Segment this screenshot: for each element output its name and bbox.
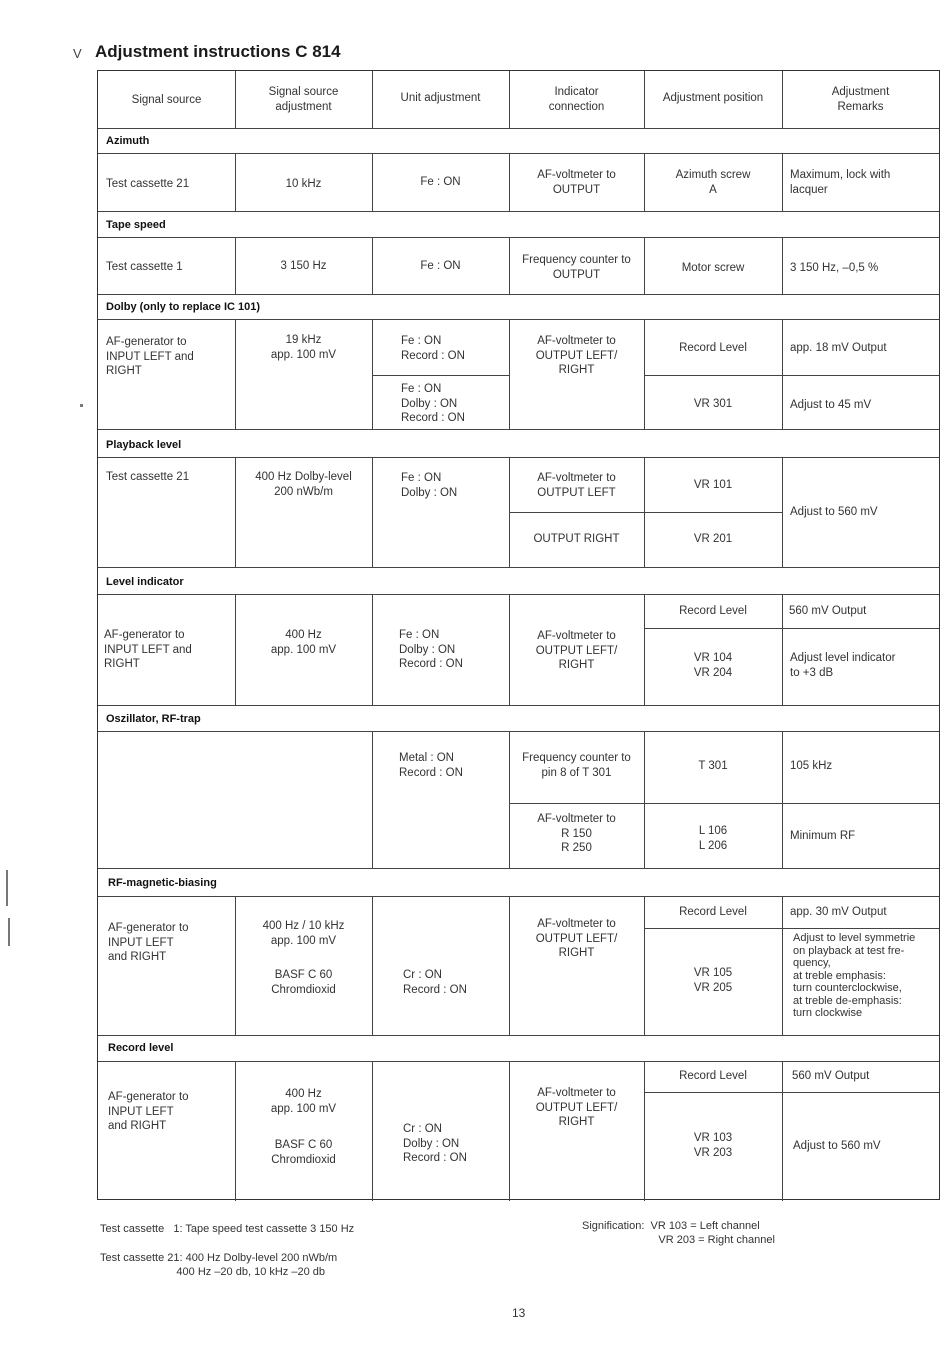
azimuth-unit-adjustment: Fe : ON [420, 176, 461, 188]
record-level-source-adjustment-1: 400 Hz app. 100 mV [270, 1088, 337, 1115]
section-oscillator: Oszillator, RF-trap [106, 713, 201, 725]
rf-biasing-position-2: VR 105 VR 205 [693, 967, 733, 994]
playback-source: Test cassette 21 [106, 471, 190, 483]
level-indicator-unit-adjustment: Fe : ON Dolby : ON Record : ON [399, 629, 463, 670]
azimuth-indicator: AF-voltmeter to OUTPUT [537, 169, 616, 196]
oscillator-position-1: T 301 [698, 760, 728, 772]
level-indicator-position-1: Record Level [679, 605, 747, 617]
azimuth-source: Test cassette 21 [106, 178, 190, 190]
section-marker: V [73, 46, 82, 61]
record-level-indicator: AF-voltmeter to OUTPUT LEFT/ RIGHT [535, 1087, 618, 1128]
section-level-indicator: Level indicator [106, 576, 184, 588]
header-adjustment-remarks: Adjustment Remarks [831, 86, 890, 113]
level-indicator-position-2: VR 104 VR 204 [693, 652, 733, 679]
oscillator-indicator-1: Frequency counter to pin 8 of T 301 [522, 752, 631, 779]
oscillator-remarks-2: Minimum RF [790, 830, 856, 842]
oscillator-indicator-2: AF-voltmeter to R 150 R 250 [537, 813, 616, 854]
azimuth-position: Azimuth screw A [675, 169, 751, 196]
playback-position-1: VR 101 [693, 479, 733, 491]
section-tape-speed: Tape speed [106, 219, 166, 231]
page-title: Adjustment instructions C 814 [95, 42, 341, 61]
dolby-unit-adjustment-1: Fe : ON Record : ON [401, 335, 465, 362]
level-indicator-indicator: AF-voltmeter to OUTPUT LEFT/ RIGHT [535, 630, 618, 671]
tape-speed-source-adjustment: 3 150 Hz [280, 260, 327, 272]
rf-biasing-source: AF-generator to INPUT LEFT and RIGHT [108, 922, 189, 963]
rf-biasing-source-adjustment-1: 400 Hz / 10 kHz app. 100 mV [262, 920, 345, 947]
rf-biasing-remarks-2: Adjust to level symmetrie on playback at test fre- quency, at treble emphasis: turn counterclockwise, at treble de-emphasis: turn clockwise [793, 932, 916, 1019]
dolby-indicator: AF-voltmeter to OUTPUT LEFT/ RIGHT [535, 335, 618, 376]
header-adjustment-position: Adjustment position [662, 92, 764, 104]
playback-source-adjustment: 400 Hz Dolby-level 200 nWb/m [255, 471, 352, 498]
level-indicator-remarks-2: Adjust level indicator to +3 dB [790, 652, 896, 679]
margin-artifact [6, 870, 8, 906]
section-azimuth: Azimuth [106, 135, 150, 147]
record-level-source: AF-generator to INPUT LEFT and RIGHT [108, 1091, 189, 1132]
adjustment-table [97, 70, 940, 1200]
dolby-source: AF-generator to INPUT LEFT and RIGHT [106, 336, 194, 377]
header-signal-source: Signal source [131, 94, 202, 106]
record-level-remarks-2: Adjust to 560 mV [793, 1140, 881, 1152]
dolby-position-2: VR 301 [693, 398, 733, 410]
margin-artifact [8, 918, 10, 946]
footnote-signification: Signification: VR 103 = Left channel VR 203 = Right channel [582, 1220, 775, 1246]
oscillator-position-2: L 106 L 206 [698, 825, 728, 852]
section-rf-biasing: RF-magnetic-biasing [108, 877, 217, 889]
rf-biasing-remarks-1: app. 30 mV Output [790, 906, 887, 918]
playback-remarks: Adjust to 560 mV [790, 506, 878, 518]
rf-biasing-source-adjustment-2: BASF C 60 Chromdioxid [271, 969, 336, 996]
tape-speed-remarks: 3 150 Hz, –0,5 % [790, 262, 879, 274]
playback-unit-adjustment: Fe : ON Dolby : ON [401, 472, 458, 499]
record-level-remarks-1: 560 mV Output [792, 1070, 870, 1082]
record-level-position-2: VR 103 VR 203 [693, 1132, 733, 1159]
header-indicator-connection: Indicator connection [548, 86, 605, 113]
header-unit-adjustment: Unit adjustment [400, 92, 481, 104]
section-playback-level: Playback level [106, 439, 182, 451]
dolby-source-adjustment: 19 kHz app. 100 mV [270, 334, 337, 361]
header-signal-source-adjustment: Signal source adjustment [268, 86, 339, 113]
section-dolby: Dolby (only to replace IC 101) [106, 301, 261, 313]
dolby-position-1: Record Level [679, 342, 747, 354]
level-indicator-source-adjustment: 400 Hz app. 100 mV [270, 629, 337, 656]
tape-speed-unit-adjustment: Fe : ON [420, 260, 461, 272]
dolby-unit-adjustment-2: Fe : ON Dolby : ON Record : ON [401, 383, 465, 424]
record-level-position-1: Record Level [679, 1070, 747, 1082]
record-level-source-adjustment-2: BASF C 60 Chromdioxid [271, 1139, 336, 1166]
oscillator-unit-adjustment: Metal : ON Record : ON [399, 752, 463, 779]
tape-speed-indicator: Frequency counter to OUTPUT [522, 254, 631, 281]
azimuth-source-adjustment: 10 kHz [285, 178, 322, 190]
dolby-remarks-2: Adjust to 45 mV [790, 399, 872, 411]
rf-biasing-unit-adjustment: Cr : ON Record : ON [403, 969, 467, 996]
footnote-test-cassette-21: Test cassette 21: 400 Hz Dolby-level 200 nWb/m 400 Hz –20 db, 10 kHz –20 db [100, 1252, 338, 1278]
playback-position-2: VR 201 [693, 533, 733, 545]
tape-speed-position: Motor screw [681, 262, 745, 274]
level-indicator-source: AF-generator to INPUT LEFT and RIGHT [104, 629, 192, 670]
margin-artifact [80, 404, 83, 407]
record-level-unit-adjustment: Cr : ON Dolby : ON Record : ON [403, 1123, 467, 1164]
page-number: 13 [512, 1306, 526, 1320]
dolby-remarks-1: app. 18 mV Output [790, 342, 887, 354]
oscillator-remarks-1: 105 kHz [790, 760, 833, 772]
rf-biasing-indicator: AF-voltmeter to OUTPUT LEFT/ RIGHT [535, 918, 618, 959]
section-record-level: Record level [108, 1042, 174, 1054]
footnote-test-cassette-1: Test cassette 1: Tape speed test cassette 3 150 Hz [100, 1223, 355, 1235]
rf-biasing-position-1: Record Level [679, 906, 747, 918]
playback-indicator-left: AF-voltmeter to OUTPUT LEFT [537, 472, 616, 499]
playback-indicator-right: OUTPUT RIGHT [533, 533, 620, 545]
azimuth-remarks: Maximum, lock with lacquer [790, 169, 891, 196]
tape-speed-source: Test cassette 1 [106, 261, 183, 273]
level-indicator-remarks-1: 560 mV Output [789, 605, 867, 617]
